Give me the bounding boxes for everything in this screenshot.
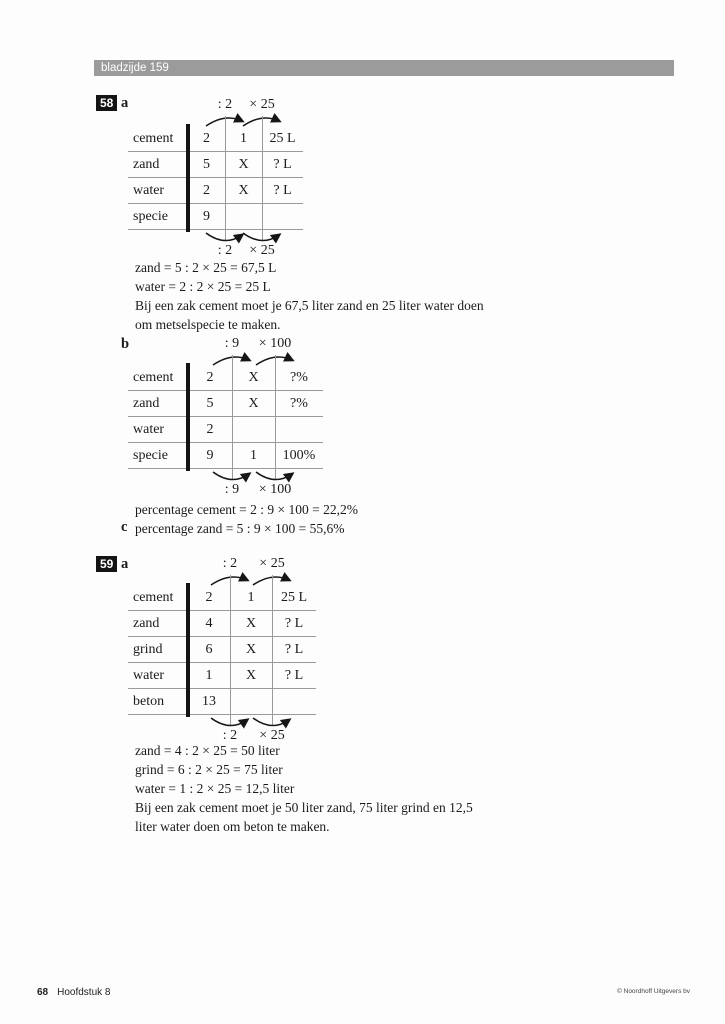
ratio-op-multiply: × 25 — [259, 728, 285, 743]
row-label: zand — [133, 156, 160, 172]
cell: 2 — [206, 369, 214, 385]
exercise-number-58: 58 — [96, 95, 117, 111]
ratio-op-divide: : 2 — [217, 243, 233, 258]
answer-text-59a — [135, 741, 473, 836]
cell: 1 — [247, 589, 255, 605]
table-column-line — [272, 575, 273, 725]
table-row — [128, 443, 323, 469]
cell: 2 — [203, 182, 210, 198]
cell: ? L — [284, 615, 304, 631]
exercise-number-59: 59 — [96, 556, 117, 572]
ratio-op-multiply: × 25 — [249, 243, 275, 258]
table-column-line — [230, 575, 231, 725]
cell: ? L — [284, 641, 304, 657]
cell: ? L — [284, 667, 304, 683]
cell: 5 — [203, 156, 210, 172]
part-label-58b: b — [121, 336, 130, 352]
ratio-op-divide: : 2 — [222, 556, 238, 571]
row-label: beton — [133, 693, 165, 709]
cell: 1 — [240, 130, 247, 146]
cell: X — [245, 615, 257, 631]
table-row — [128, 611, 316, 637]
cell: 25 L — [269, 130, 296, 146]
answer-line: zand = 5 : 2 × 25 = 67,5 L — [135, 260, 277, 275]
cell: ?% — [290, 369, 308, 385]
answer-text-58b — [135, 500, 358, 519]
ratio-op-multiply: × 100 — [258, 336, 292, 351]
cell: 5 — [206, 395, 214, 411]
ratio-table-58a — [128, 97, 303, 258]
cell: 2 — [203, 130, 210, 146]
part-label-59a: a — [121, 556, 129, 572]
cell: 2 — [205, 589, 213, 605]
ratio-op-multiply: × 25 — [249, 97, 275, 112]
table-row — [128, 585, 316, 611]
table-row — [128, 204, 303, 230]
answer-line: Bij een zak cement moet je 67,5 liter zand en 25 liter water doen — [135, 298, 484, 313]
cell: X — [248, 369, 259, 385]
chapter-label: Hoofdstuk 8 — [57, 987, 111, 998]
cell: 4 — [205, 615, 213, 631]
ratio-table-58b — [128, 336, 323, 497]
table-column-line — [275, 355, 276, 479]
row-label: water — [133, 421, 165, 437]
cell: ? L — [273, 156, 292, 172]
answer-line: Bij een zak cement moet je 50 liter zand, 75 liter grind en 12,5 — [135, 800, 473, 815]
row-label: specie — [133, 208, 168, 224]
table-row — [128, 126, 303, 152]
cell: 9 — [206, 447, 214, 463]
ratio-op-multiply: × 25 — [259, 556, 285, 571]
cell: ? L — [273, 182, 292, 198]
page-section-label: bladzijde 159 — [101, 62, 169, 74]
cell: 6 — [205, 641, 213, 657]
part-label-58a: a — [121, 95, 129, 111]
answer-line: liter water doen om beton te maken. — [135, 819, 330, 834]
table-row — [128, 178, 303, 204]
cell: ?% — [290, 395, 308, 411]
ratio-op-divide: : 2 — [222, 728, 238, 743]
row-label: cement — [133, 130, 174, 146]
table-column-line — [232, 355, 233, 479]
table-divider-bar — [186, 583, 190, 717]
table-row — [128, 391, 323, 417]
cell: 25 L — [280, 589, 308, 605]
cell: 1 — [205, 667, 213, 683]
table-row — [128, 637, 316, 663]
cell: 1 — [250, 447, 257, 463]
ratio-op-divide: : 9 — [224, 482, 240, 497]
answer-line: percentage cement = 2 : 9 × 100 = 22,2% — [135, 502, 359, 517]
row-label: zand — [133, 395, 160, 411]
ratio-op-multiply: × 100 — [258, 482, 292, 497]
row-label: water — [133, 667, 165, 683]
table-row — [128, 689, 316, 715]
cell: X — [248, 395, 259, 411]
row-label: grind — [133, 641, 163, 657]
table-row — [128, 663, 316, 689]
row-label: specie — [133, 447, 168, 463]
cell: 100% — [282, 447, 316, 463]
ratio-table-59a — [128, 556, 316, 743]
answer-line: zand = 4 : 2 × 25 = 50 liter — [135, 743, 280, 758]
cell: 9 — [203, 208, 210, 224]
cell: X — [238, 156, 249, 172]
footer-left — [37, 987, 111, 998]
row-label: cement — [133, 369, 174, 385]
cell: 2 — [206, 421, 214, 437]
ratio-op-divide: : 2 — [217, 97, 233, 112]
ratio-op-divide: : 9 — [224, 336, 240, 351]
row-label: cement — [133, 589, 174, 605]
answer-text-58a — [135, 258, 484, 334]
cell: X — [245, 641, 257, 657]
answer-text-58c — [135, 519, 345, 538]
part-label-58c: c — [121, 519, 128, 535]
ratio-table-rows — [128, 126, 303, 230]
table-column-line — [262, 116, 263, 240]
cell: 13 — [202, 693, 216, 709]
page-number: 68 — [37, 987, 49, 998]
row-label: zand — [133, 615, 160, 631]
answer-line: water = 2 : 2 × 25 = 25 L — [135, 279, 271, 294]
cell: X — [245, 667, 257, 683]
ratio-table-rows — [128, 585, 316, 715]
page-section-bar — [94, 60, 674, 76]
row-label: water — [133, 182, 165, 198]
copyright-notice: © Noordhoff Uitgevers bv — [617, 988, 690, 995]
table-row — [128, 417, 323, 443]
table-row — [128, 152, 303, 178]
table-row — [128, 365, 323, 391]
answer-line: om metselspecie te maken. — [135, 317, 281, 332]
answer-line: grind = 6 : 2 × 25 = 75 liter — [135, 762, 283, 777]
ratio-table-rows — [128, 365, 323, 469]
table-divider-bar — [186, 363, 190, 471]
table-column-line — [225, 116, 226, 240]
table-divider-bar — [186, 124, 190, 232]
cell: X — [238, 182, 249, 198]
answer-line: percentage zand = 5 : 9 × 100 = 55,6% — [135, 521, 345, 536]
answer-line: water = 1 : 2 × 25 = 12,5 liter — [135, 781, 295, 796]
